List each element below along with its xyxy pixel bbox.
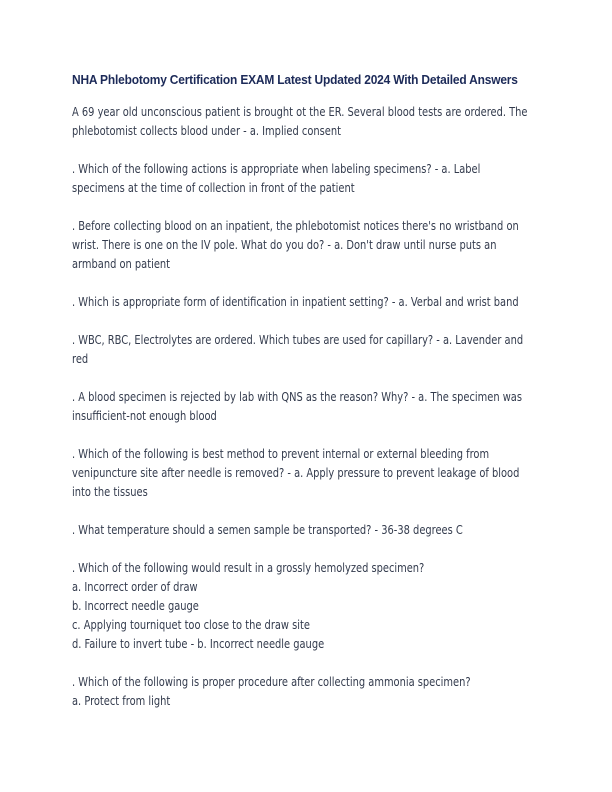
paragraph-line: red [72, 352, 89, 366]
paragraph-line: . A blood specimen is rejected by lab with QNS as the reason? Why? - a. The specimen was [72, 390, 522, 404]
paragraph-line: into the tissues [72, 485, 148, 499]
question-paragraph [72, 559, 547, 654]
document-title: NHA Phlebotomy Certification EXAM Latest Updated 2024 With Detailed Answers [72, 72, 518, 87]
question-paragraph [72, 217, 547, 274]
paragraph-line: d. Failure to invert tube - b. Incorrect needle gauge [72, 637, 325, 651]
paragraph-line: . Which of the following is best method to prevent internal or external bleeding from [72, 447, 490, 461]
paragraph-line: . Which of the following would result in a grossly hemolyzed specimen? [72, 561, 425, 575]
paragraph-line: . What temperature should a semen sample be transported? - 36-38 degrees C [72, 523, 463, 537]
paragraph-line: . Which of the following actions is appropriate when labeling specimens? - a. Label [72, 162, 481, 176]
paragraph-line: insufficient-not enough blood [72, 409, 217, 423]
paragraph-line: armband on patient [72, 257, 171, 271]
question-paragraph [72, 521, 547, 540]
paragraph-line: . WBC, RBC, Electrolytes are ordered. Which tubes are used for capillary? - a. Lavender and [72, 333, 524, 347]
paragraph-line: . Which is appropriate form of identification in inpatient setting? - a. Verbal and wrist band [72, 295, 519, 309]
question-list [72, 103, 547, 711]
paragraph-line: . Before collecting blood on an inpatient, the phlebotomist notices there's no wristband on [72, 219, 519, 233]
paragraph-line: c. Applying tourniquet too close to the draw site [72, 618, 310, 632]
question-paragraph [72, 445, 547, 502]
paragraph-line: A 69 year old unconscious patient is brought ot the ER. Several blood tests are ordered. The [72, 105, 528, 119]
question-paragraph [72, 103, 547, 141]
question-paragraph [72, 673, 547, 711]
paragraph-line: . Which of the following is proper procedure after collecting ammonia specimen? [72, 675, 471, 689]
question-paragraph [72, 160, 547, 198]
paragraph-line: b. Incorrect needle gauge [72, 599, 199, 613]
paragraph-line: venipuncture site after needle is removed? - a. Apply pressure to prevent leakage of blood [72, 466, 520, 480]
paragraph-line: a. Protect from light [72, 694, 171, 708]
question-paragraph [72, 293, 547, 312]
paragraph-line: phlebotomist collects blood under - a. Implied consent [72, 124, 341, 138]
question-paragraph [72, 388, 547, 426]
document-page [72, 72, 547, 730]
paragraph-line: a. Incorrect order of draw [72, 580, 198, 594]
paragraph-line: specimens at the time of collection in front of the patient [72, 181, 355, 195]
paragraph-line: wrist. There is one on the IV pole. What do you do? - a. Don't draw until nurse puts an [72, 238, 497, 252]
question-paragraph [72, 331, 547, 369]
